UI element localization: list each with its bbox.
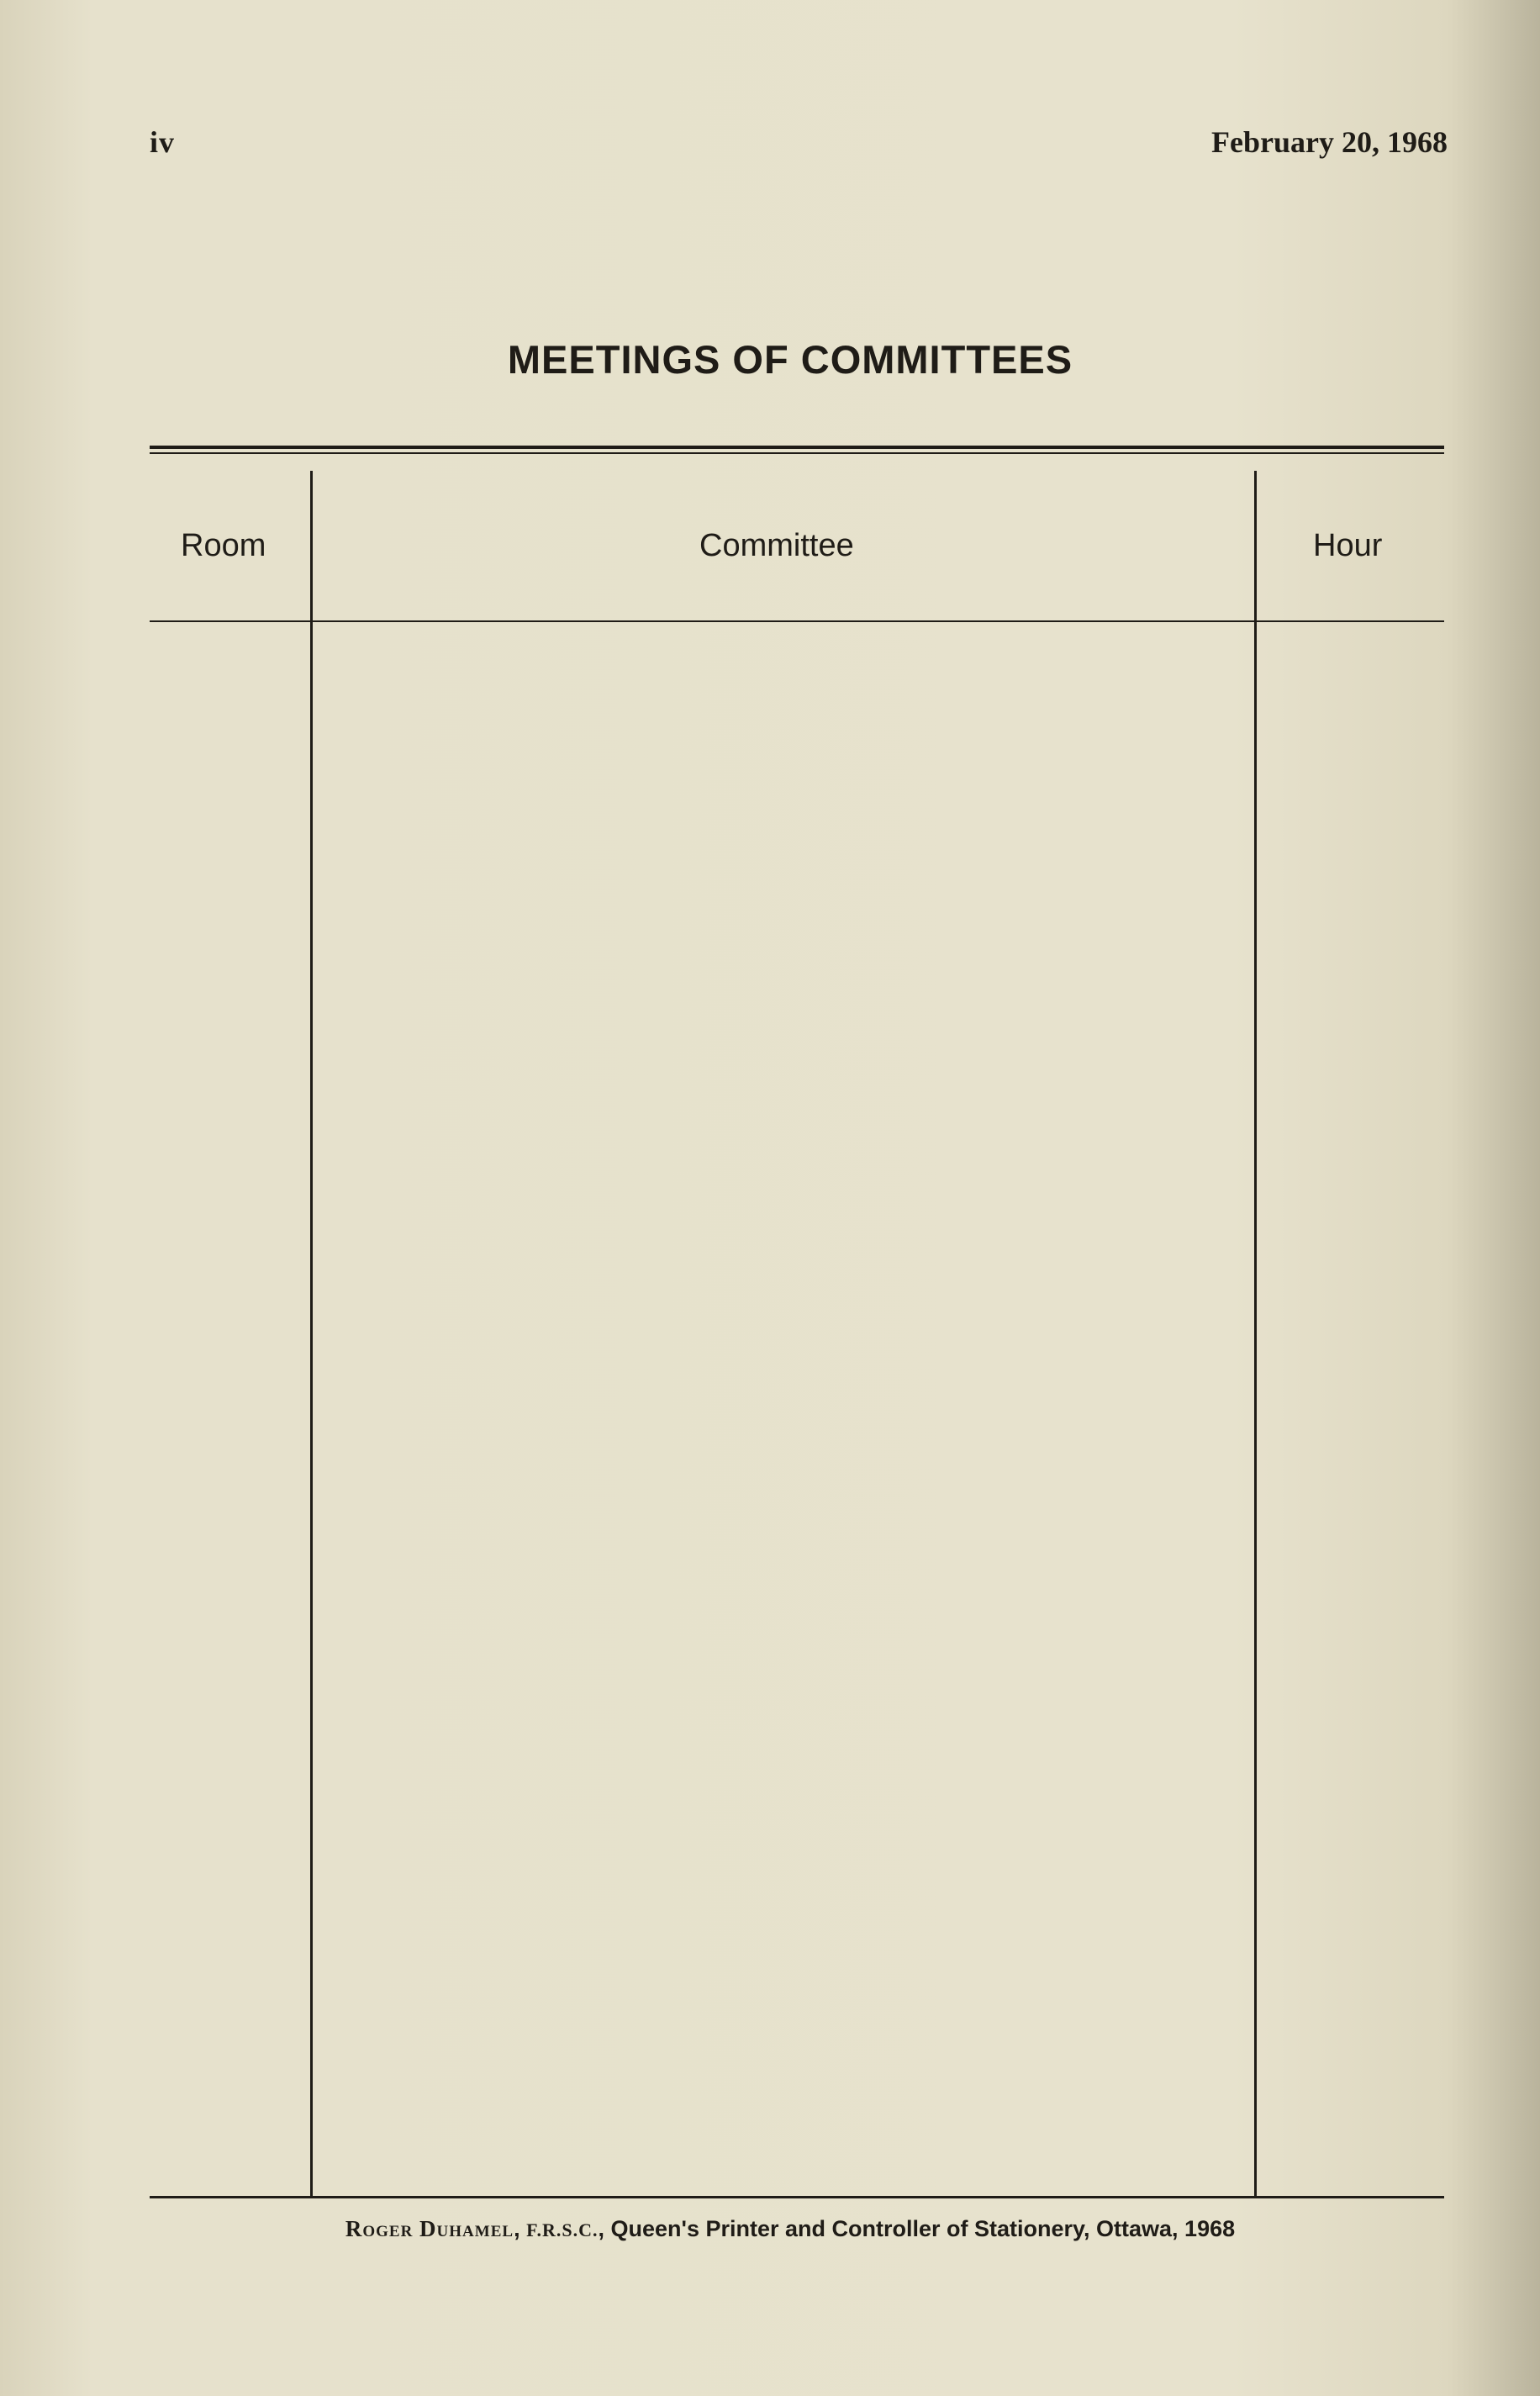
footer-separator-2: , [598, 2216, 611, 2241]
footer-separator: , [514, 2216, 527, 2241]
column-header-room: Room [181, 528, 266, 563]
column-divider-right [1254, 471, 1257, 2196]
column-header-committee: Committee [699, 528, 854, 563]
footer-rest: Queen's Printer and Controller of Stationery, Ottawa, 1968 [610, 2216, 1236, 2241]
footer-credentials: F.R.S.C. [526, 2219, 599, 2240]
page-date: February 20, 1968 [1211, 125, 1448, 159]
page-title: MEETINGS OF COMMITTEES [507, 337, 1073, 382]
column-header-hour: Hour [1313, 528, 1383, 563]
table-top-rule-thick [150, 446, 1444, 449]
footer-printer-name: Roger Duhamel [345, 2216, 514, 2241]
table-bottom-rule [150, 2196, 1444, 2198]
table-header-rule [150, 620, 1444, 622]
column-divider-left [310, 471, 313, 2196]
table-top-rule-thin [150, 452, 1444, 454]
footer-imprint [0, 2216, 1540, 2242]
page-number: iv [150, 125, 176, 159]
